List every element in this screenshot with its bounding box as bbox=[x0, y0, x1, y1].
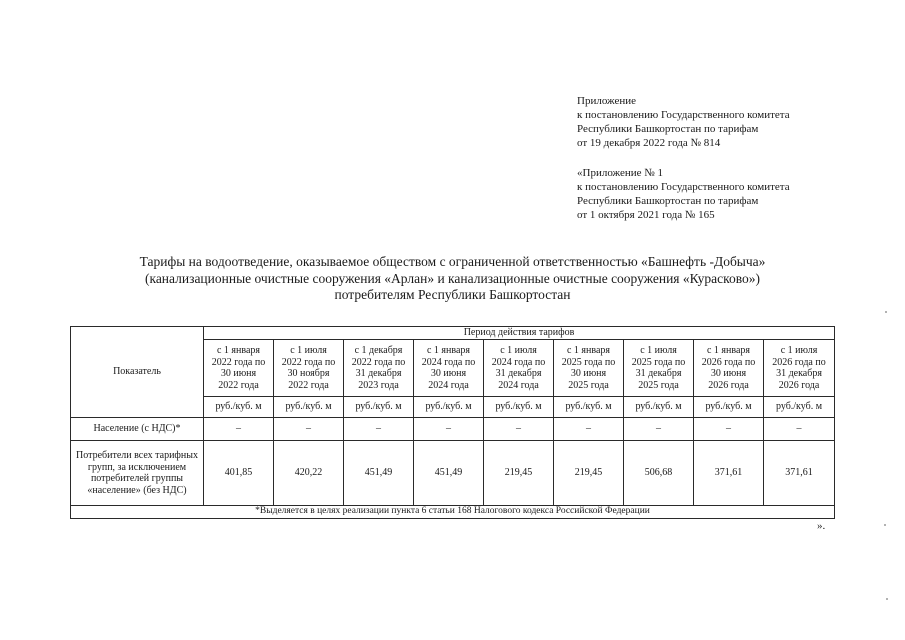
value-cell: – bbox=[764, 418, 835, 441]
period-line: с 1 июля bbox=[640, 345, 677, 356]
unit-cell: руб./куб. м bbox=[204, 397, 274, 418]
period-cell bbox=[694, 340, 764, 397]
period-line: 30 июня bbox=[710, 368, 747, 379]
period-header: Период действия тарифов bbox=[204, 327, 835, 340]
period-line: 2024 года по bbox=[421, 356, 476, 368]
period-line: с 1 января bbox=[216, 345, 261, 356]
period-line: 2023 года bbox=[358, 379, 399, 391]
period-line: 2026 года по bbox=[772, 356, 826, 368]
header-row bbox=[71, 327, 835, 340]
appendix-line: от 19 декабря 2022 года № 814 bbox=[577, 137, 721, 149]
title-line: потребителям Республики Башкортостан bbox=[334, 287, 571, 302]
period-line: с 1 июля bbox=[290, 345, 327, 356]
appendix-line: «Приложение № 1 bbox=[577, 167, 664, 179]
period-line: 2022 года по bbox=[211, 356, 266, 368]
value-cell: – bbox=[414, 418, 484, 441]
value-cell: 371,61 bbox=[764, 441, 835, 506]
value-cell: – bbox=[344, 418, 414, 441]
value-cell: 451,49 bbox=[344, 441, 414, 506]
period-line: с 1 января bbox=[566, 345, 611, 356]
period-line: 30 июня bbox=[220, 368, 257, 379]
value-cell: – bbox=[204, 418, 274, 441]
appendix-line: Республики Башкортостан по тарифам bbox=[577, 195, 759, 207]
appendix-line: от 1 октября 2021 года № 165 bbox=[577, 209, 715, 221]
period-line: 2026 года по bbox=[701, 356, 756, 368]
scan-speck bbox=[885, 311, 887, 313]
unit-cell: руб./куб. м bbox=[344, 397, 414, 418]
period-cell bbox=[554, 340, 624, 397]
unit-cell: руб./куб. м bbox=[624, 397, 694, 418]
value-cell: 506,68 bbox=[624, 441, 694, 506]
value-cell: – bbox=[624, 418, 694, 441]
appendix-block-original bbox=[577, 166, 790, 222]
tariff-table bbox=[70, 326, 835, 519]
value-cell: – bbox=[484, 418, 554, 441]
scan-speck bbox=[884, 524, 886, 526]
period-line: 2024 года bbox=[428, 379, 469, 391]
unit-cell: руб./куб. м bbox=[764, 397, 835, 418]
unit-cell: руб./куб. м bbox=[484, 397, 554, 418]
appendix-line: к постановлению Государственного комитета bbox=[577, 109, 790, 121]
value-cell: 401,85 bbox=[204, 441, 274, 506]
title-line: (канализационные очистные сооружения «Арлан» и канализационные очистные сооружения «Курасково») bbox=[144, 270, 761, 286]
value-cell: 451,49 bbox=[414, 441, 484, 506]
indicator-header: Показатель bbox=[71, 327, 204, 418]
value-cell: – bbox=[554, 418, 624, 441]
period-cell bbox=[414, 340, 484, 397]
period-line: 2025 года по bbox=[631, 356, 686, 368]
period-line: 30 ноября bbox=[287, 368, 330, 379]
period-line: 2025 года bbox=[568, 379, 609, 391]
appendix-line: Приложение bbox=[577, 95, 637, 107]
value-cell: 420,22 bbox=[274, 441, 344, 506]
document-title bbox=[60, 254, 845, 304]
row-label: Потребители всех тарифных групп, за исключением потребителей группы «население» (без НДС) bbox=[71, 441, 204, 506]
period-cell bbox=[764, 340, 835, 397]
table-row bbox=[71, 441, 835, 506]
appendix-line: к постановлению Государственного комитета bbox=[577, 181, 790, 193]
unit-cell: руб./куб. м bbox=[554, 397, 624, 418]
period-line: с 1 декабря bbox=[354, 345, 403, 356]
period-line: с 1 июля bbox=[500, 345, 537, 356]
appendix-block-current bbox=[577, 94, 790, 150]
period-line: 2026 года bbox=[778, 379, 820, 391]
period-line: 2026 года bbox=[708, 379, 749, 391]
period-line: с 1 января bbox=[426, 345, 471, 356]
period-line: 30 июня bbox=[570, 368, 607, 379]
period-line: 31 декабря bbox=[635, 368, 682, 379]
period-cell bbox=[274, 340, 344, 397]
period-line: 2024 года bbox=[498, 379, 539, 391]
period-line: 2022 года по bbox=[281, 356, 336, 368]
period-line: с 1 января bbox=[706, 345, 751, 356]
unit-cell: руб./куб. м bbox=[694, 397, 764, 418]
period-cell bbox=[624, 340, 694, 397]
value-cell: – bbox=[274, 418, 344, 441]
period-cell bbox=[204, 340, 274, 397]
closing-quote-mark: ». bbox=[817, 520, 826, 532]
period-line: 2025 года по bbox=[561, 356, 616, 368]
unit-cell: руб./куб. м bbox=[414, 397, 484, 418]
footnote-row bbox=[71, 506, 835, 519]
appendix-line: Республики Башкортостан по тарифам bbox=[577, 123, 759, 135]
value-cell: 371,61 bbox=[694, 441, 764, 506]
period-line: 2022 года по bbox=[351, 356, 406, 368]
period-line: 2024 года по bbox=[491, 356, 546, 368]
period-cell bbox=[484, 340, 554, 397]
period-line: 31 декабря bbox=[495, 368, 542, 379]
period-line: 2025 года bbox=[638, 379, 679, 391]
unit-cell: руб./куб. м bbox=[274, 397, 344, 418]
value-cell: 219,45 bbox=[484, 441, 554, 506]
footnote: *Выделяется в целях реализации пункта 6 статьи 168 Налогового кодекса Российской Федерации bbox=[71, 506, 835, 519]
period-line: 2022 года bbox=[288, 379, 329, 391]
period-cell bbox=[344, 340, 414, 397]
period-line: 2022 года bbox=[218, 379, 259, 391]
value-cell: – bbox=[694, 418, 764, 441]
value-cell: 219,45 bbox=[554, 441, 624, 506]
period-line: 30 июня bbox=[430, 368, 467, 379]
period-line: 31 декабря bbox=[776, 368, 822, 379]
period-line: 31 декабря bbox=[355, 368, 402, 379]
row-label: Население (с НДС)* bbox=[71, 418, 204, 441]
scan-speck bbox=[886, 598, 888, 600]
period-line: с 1 июля bbox=[780, 345, 818, 356]
title-line: Тарифы на водоотведение, оказываемое обществом с ограниченной ответственностью «Башнефть -Добыча» bbox=[139, 254, 766, 269]
table-row bbox=[71, 418, 835, 441]
